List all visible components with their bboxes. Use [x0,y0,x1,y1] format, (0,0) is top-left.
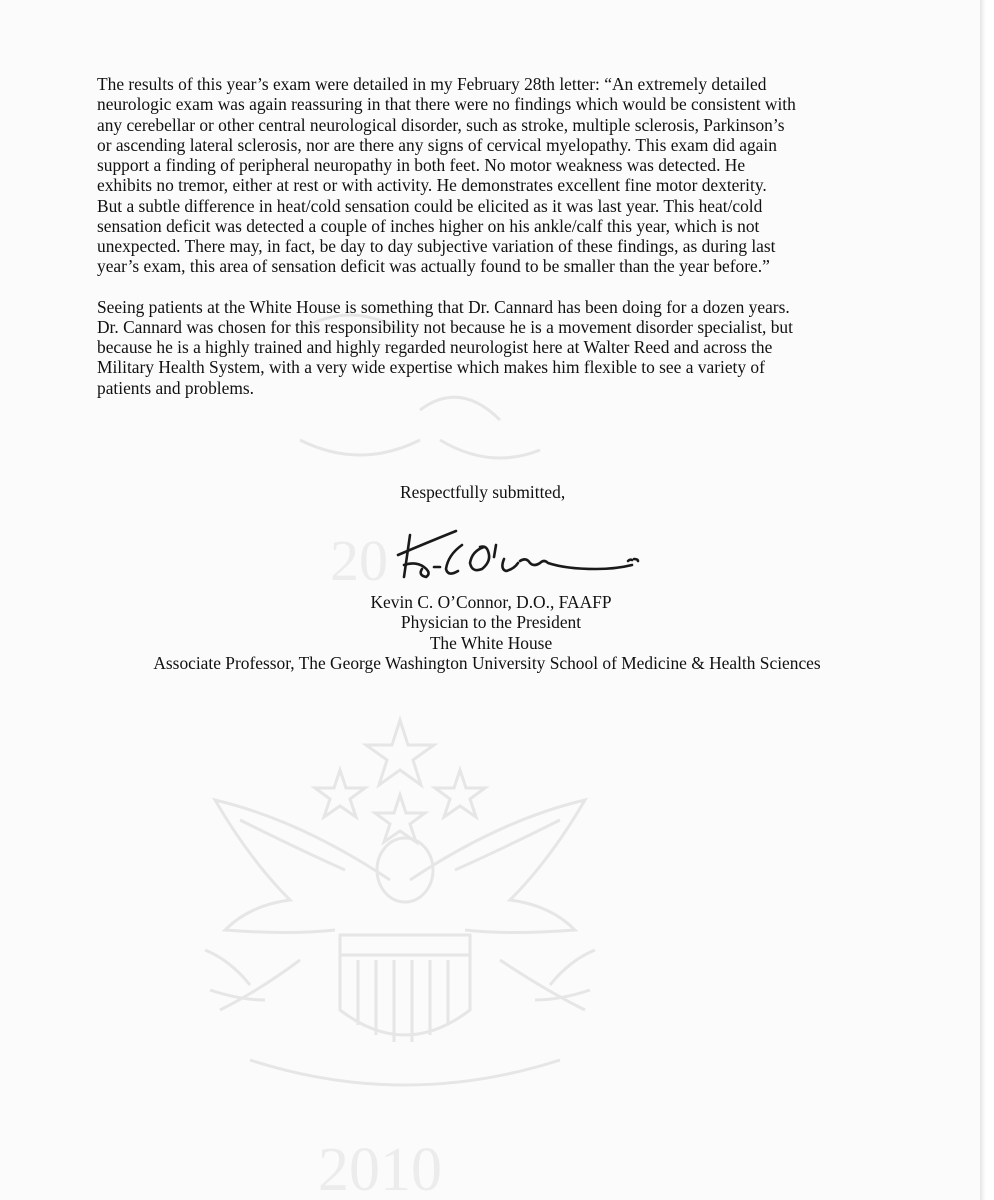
watermark-year-lower: 2010 [318,1136,442,1200]
text-line: unexpected. There may, in fact, be day to day subjective variation of these findings, as during last [97,236,776,256]
text-line: or ascending lateral sclerosis, nor are there any signs of cervical myelopathy. This exam did again [97,134,777,155]
text-line: because he is a highly trained and highly regarded neurologist here at Walter Reed and across the [97,337,773,357]
text-line: year’s exam, this area of sensation deficit was actually found to be smaller than the year before.” [97,256,770,277]
letter-body [97,74,887,418]
text-line: The results of this year’s exam were detailed in my February 28th letter: “An extremely detailed [97,74,767,94]
text-line: neurologic exam was again reassuring in that there were no findings which would be consistent with [97,94,796,115]
paragraph-neurologist [97,297,887,398]
signatory-affiliation: Associate Professor, The George Washington University School of Medicine & Health Sciences [153,652,821,673]
text-line: Dr. Cannard was chosen for this responsibility not because he is a movement disorder specialist, but [97,316,793,337]
text-line: support a finding of peripheral neuropathy in both feet. No motor weakness was detected. He [97,155,746,175]
text-line: patients and problems. [97,377,254,398]
signatory-name: Kevin C. O’Connor, D.O., FAAFP [370,592,612,612]
text-line: But a subtle difference in heat/cold sensation could be elicited as it was last year. This heat/cold [97,195,763,216]
watermark-year-upper: 20 [330,528,388,593]
paragraph-exam-results [97,74,887,277]
signatory-office: The White House [429,632,553,653]
signature-block [0,592,994,673]
text-line: any cerebellar or other central neurological disorder, such as stroke, multiple sclerosis, Parkinson’s [97,114,785,135]
text-line: Seeing patients at the White House is something that Dr. Cannard has been doing for a dozen years. [97,296,790,317]
handwritten-signature [396,525,646,590]
closing-salutation: Respectfully submitted, [400,482,566,502]
text-line: sensation deficit was detected a couple of inches higher on his ankle/calf this year, which is not [97,215,760,236]
text-line: exhibits no tremor, either at rest or with activity. He demonstrates excellent fine motor dexterity. [97,175,767,196]
text-line: Military Health System, with a very wide expertise which makes him flexible to see a variety of [97,357,765,378]
signatory-title: Physician to the President [400,612,582,633]
